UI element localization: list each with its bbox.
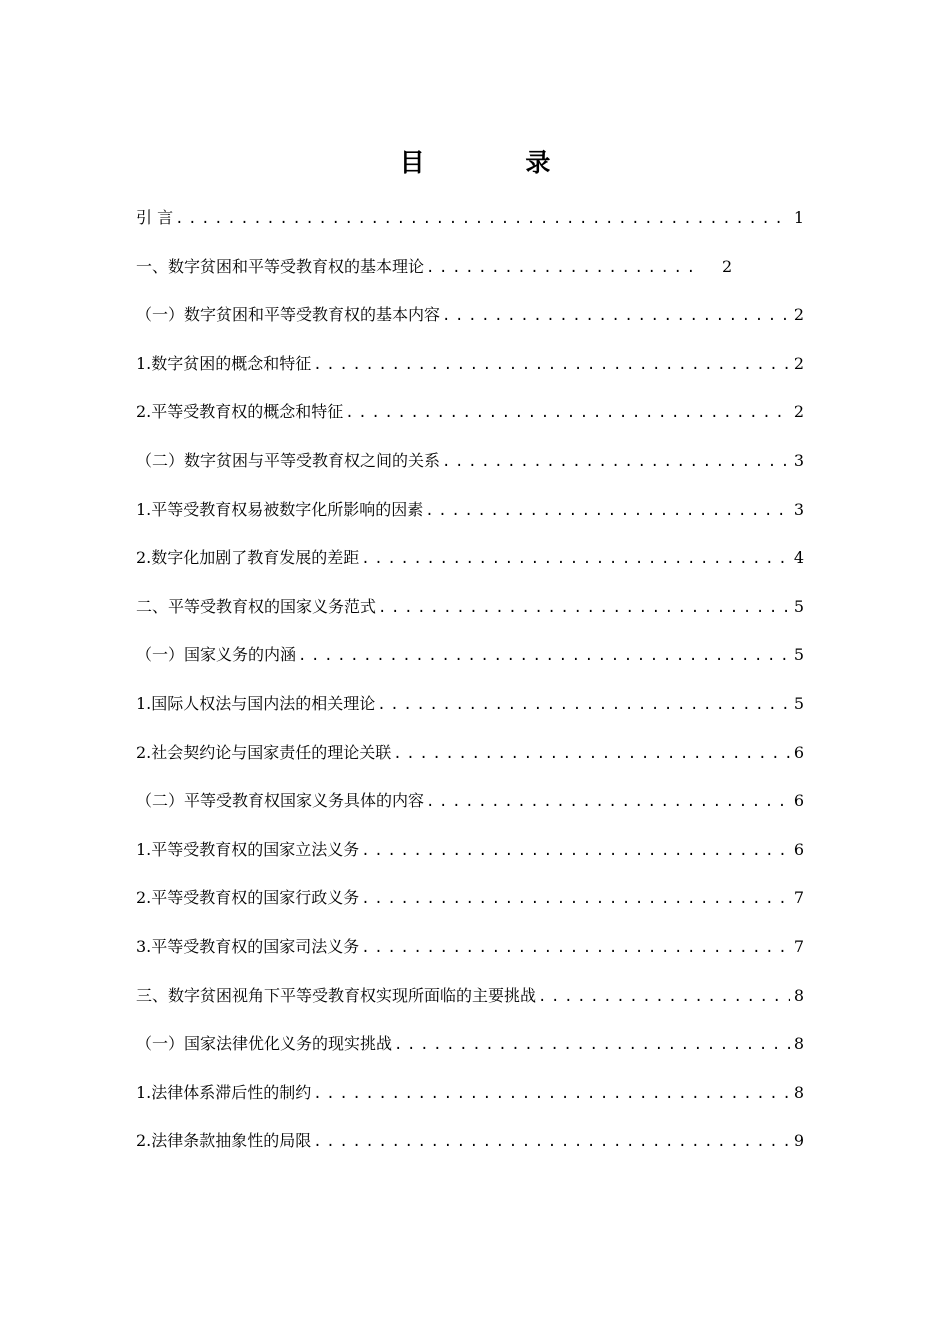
toc-entry-text: 1.数字贫困的概念和特征	[136, 353, 312, 373]
toc-dot-leader	[377, 690, 790, 720]
toc-page-number: 8	[793, 985, 804, 1005]
toc-dot-leader	[538, 982, 790, 1012]
toc-dot-leader	[361, 884, 790, 914]
toc-entry	[136, 640, 804, 689]
toc-entry-text: 一、数字贫困和平等受教育权的基本理论	[136, 256, 425, 276]
toc-entry	[136, 1126, 804, 1175]
toc-entry	[136, 1029, 804, 1078]
toc-entry-text: 1.平等受教育权易被数字化所影响的因素	[136, 499, 424, 519]
toc-entry	[136, 495, 804, 544]
toc-entry-text: （一）数字贫困和平等受教育权的基本内容	[136, 305, 441, 325]
toc-dot-leader	[426, 253, 698, 283]
toc-dot-leader	[361, 933, 790, 963]
toc-page-number: 7	[793, 888, 804, 908]
toc-dot-leader	[175, 204, 790, 234]
toc-dot-leader	[425, 496, 790, 526]
toc-entry-text: 1.平等受教育权的国家立法义务	[136, 839, 360, 859]
toc-page-number: 2	[722, 256, 733, 276]
toc-entry	[136, 543, 804, 592]
toc-page-number: 6	[793, 791, 804, 811]
toc-entry	[136, 300, 804, 349]
toc-entry	[136, 397, 804, 446]
toc-page-number: 7	[793, 936, 804, 956]
toc-entry-text: 2.平等受教育权的概念和特征	[136, 402, 344, 422]
toc-entry	[136, 592, 804, 641]
toc-entry	[136, 1078, 804, 1127]
toc-entry-text: （二）平等受教育权国家义务具体的内容	[136, 791, 425, 811]
toc-dot-leader	[313, 350, 790, 380]
toc-page-number: 5	[793, 645, 804, 665]
toc-entry	[136, 883, 804, 932]
toc-page-number: 8	[793, 1034, 804, 1054]
toc-dot-leader	[378, 593, 790, 623]
toc-page-number: 3	[793, 450, 804, 470]
toc-entry	[136, 349, 804, 398]
toc-entry-text: （二）数字贫困与平等受教育权之间的关系	[136, 450, 441, 470]
toc-entry-text: 3.平等受教育权的国家司法义务	[136, 936, 360, 956]
toc-entry-text: 2.法律条款抽象性的局限	[136, 1131, 312, 1151]
toc-page-number: 3	[793, 499, 804, 519]
toc-page-number: 2	[793, 353, 804, 373]
toc-entry-text: 二、平等受教育权的国家义务范式	[136, 596, 377, 616]
toc-entry-text: 1.国际人权法与国内法的相关理论	[136, 693, 376, 713]
toc-entry-text: （一）国家法律优化义务的现实挑战	[136, 1034, 393, 1054]
toc-entry-text: 1.法律体系滞后性的制约	[136, 1082, 312, 1102]
toc-entry-text: 三、数字贫困视角下平等受教育权实现所面临的主要挑战	[136, 985, 537, 1005]
toc-entry	[136, 252, 804, 301]
toc-entry-text: 2.平等受教育权的国家行政义务	[136, 888, 360, 908]
toc-dot-leader	[361, 544, 790, 574]
toc-dot-leader	[442, 301, 790, 331]
toc-entry	[136, 786, 804, 835]
page-title: 目 录	[399, 148, 597, 177]
toc-entry-text: 2.数字化加剧了教育发展的差距	[136, 548, 360, 568]
toc-dot-leader	[394, 1030, 790, 1060]
table-of-contents	[136, 203, 804, 1175]
toc-page-number: 9	[793, 1131, 804, 1151]
toc-entry-text: （一）国家义务的内涵	[136, 645, 297, 665]
toc-entry	[136, 689, 804, 738]
toc-dot-leader	[442, 447, 790, 477]
toc-dot-leader	[298, 641, 790, 671]
toc-entry-text: 引 言	[136, 208, 174, 227]
toc-page-number: 6	[793, 742, 804, 762]
toc-dot-leader	[313, 1079, 790, 1109]
toc-page-number: 2	[793, 305, 804, 325]
toc-entry	[136, 446, 804, 495]
toc-dot-leader	[426, 787, 790, 817]
toc-page-number: 5	[793, 596, 804, 616]
toc-dot-leader	[313, 1127, 790, 1157]
toc-dot-leader	[361, 836, 790, 866]
toc-entry	[136, 835, 804, 884]
toc-dot-leader	[345, 398, 790, 428]
toc-page-number: 5	[793, 693, 804, 713]
toc-entry-text: 2.社会契约论与国家责任的理论关联	[136, 742, 392, 762]
toc-entry	[136, 738, 804, 787]
toc-page-number: 2	[793, 402, 804, 422]
toc-page-number: 1	[793, 208, 804, 227]
toc-entry	[136, 981, 804, 1030]
toc-entry	[136, 932, 804, 981]
toc-page-number: 8	[793, 1082, 804, 1102]
toc-page-number: 6	[793, 839, 804, 859]
toc-page-number: 4	[793, 548, 804, 568]
toc-dot-leader	[393, 739, 790, 769]
toc-entry	[136, 203, 804, 252]
